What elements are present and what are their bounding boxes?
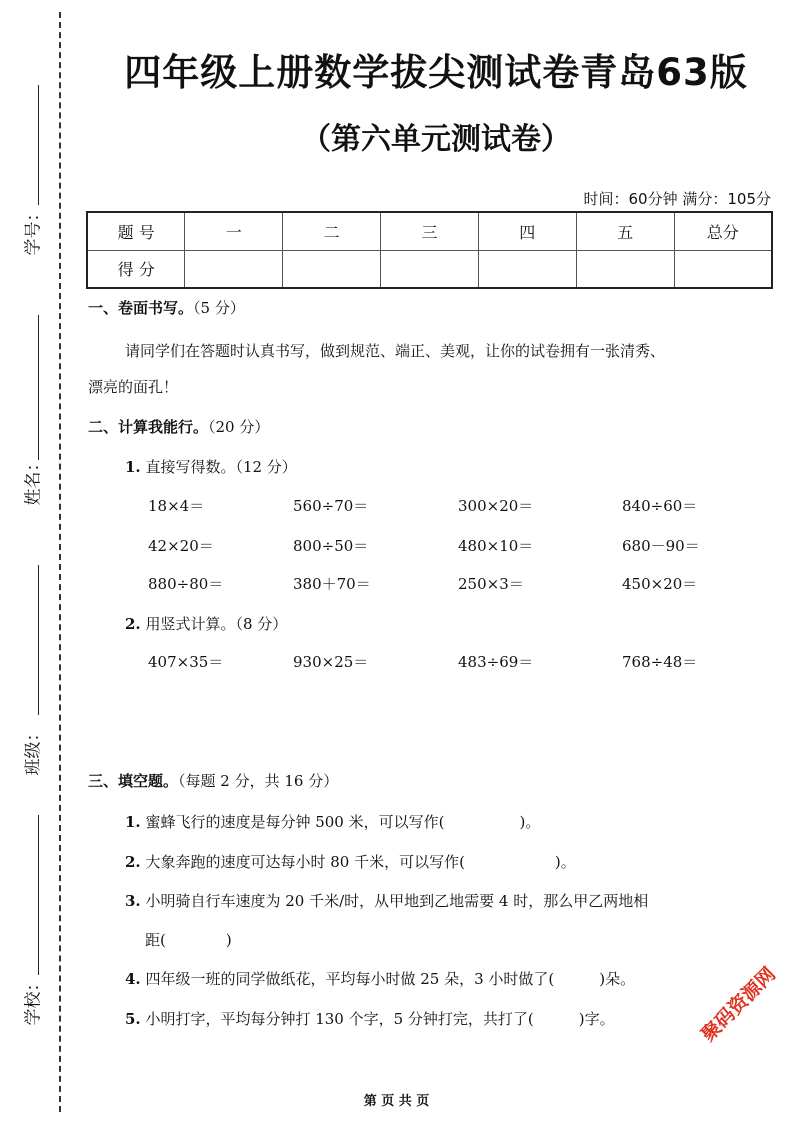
class-label: 班级： <box>23 724 44 776</box>
oral-calc-item: 250×3＝ <box>458 575 524 593</box>
oral-calc-item: 300×20＝ <box>458 497 534 515</box>
table-header: 一 <box>185 212 283 250</box>
time-info: 时间：60分钟 满分：105分 <box>583 190 771 208</box>
table-header: 二 <box>283 212 381 250</box>
page-subtitle: （第六单元测试卷） <box>301 122 571 157</box>
score-cell[interactable] <box>283 250 381 288</box>
fill-question: 3. 小明骑自行车速度为 20 千米/时，从甲地到乙地需要 4 时，那么甲乙两地相 <box>125 892 649 910</box>
oral-calc-item: 880÷80＝ <box>148 575 224 593</box>
section1-heading: 一、卷面书写。（5 分） <box>88 299 245 317</box>
page-title: 四年级上册数学拔尖测试卷青岛63版 <box>124 51 748 94</box>
name-label: 姓名： <box>23 454 44 506</box>
oral-calc-item: 840÷60＝ <box>622 497 698 515</box>
vertical-calc-item: 930×25＝ <box>293 653 369 671</box>
page-footer: 第 页 共 页 <box>363 1094 430 1109</box>
table-header: 四 <box>478 212 576 250</box>
score-cell[interactable] <box>185 250 283 288</box>
school-label: 学校： <box>23 974 44 1026</box>
score-table <box>86 211 773 289</box>
table-header: 总分 <box>674 212 772 250</box>
oral-calc-item: 450×20＝ <box>622 575 698 593</box>
fill-question-cont: 距( ) <box>145 931 232 949</box>
table-header: 三 <box>381 212 479 250</box>
vertical-calc-item: 483÷69＝ <box>458 653 534 671</box>
q1-title: 1. 直接写得数。（12 分） <box>125 458 297 476</box>
section2-heading: 二、计算我能行。（20 分） <box>88 418 270 436</box>
q2-title: 2. 用竖式计算。（8 分） <box>125 615 288 633</box>
oral-calc-item: 680－90＝ <box>622 537 700 555</box>
oral-calc-item: 560÷70＝ <box>293 497 369 515</box>
score-cell[interactable] <box>381 250 479 288</box>
table-row <box>87 250 772 288</box>
watermark: 聚码资源网 <box>697 963 780 1046</box>
oral-calc-item: 480×10＝ <box>458 537 534 555</box>
school-line <box>38 815 39 975</box>
fill-question: 5. 小明打字，平均每分钟打 130 个字，5 分钟打完，共打了( )字。 <box>125 1010 615 1028</box>
table-header: 五 <box>576 212 674 250</box>
student-id-label: 学号： <box>23 204 44 256</box>
fill-question: 1. 蜜蜂飞行的速度是每分钟 500 米，可以写作( )。 <box>125 813 541 831</box>
score-cell[interactable] <box>576 250 674 288</box>
score-label: 得 分 <box>87 250 185 288</box>
score-cell[interactable] <box>478 250 576 288</box>
section3-heading: 三、填空题。（每题 2 分，共 16 分） <box>88 772 339 790</box>
binding-dashed-line <box>59 12 61 1112</box>
oral-calc-item: 380＋70＝ <box>293 575 371 593</box>
oral-calc-item: 800÷50＝ <box>293 537 369 555</box>
table-row <box>87 212 772 250</box>
name-line <box>38 315 39 460</box>
class-line <box>38 565 39 715</box>
section1-text: 漂亮的面孔！ <box>88 378 179 396</box>
fill-question: 4. 四年级一班的同学做纸花，平均每小时做 25 朵，3 小时做了( )朵。 <box>125 970 636 988</box>
oral-calc-item: 18×4＝ <box>148 497 205 515</box>
oral-calc-item: 42×20＝ <box>148 537 214 555</box>
table-header: 题 号 <box>87 212 185 250</box>
vertical-calc-item: 768÷48＝ <box>622 653 698 671</box>
student-id-line <box>38 85 39 205</box>
fill-question: 2. 大象奔跑的速度可达每小时 80 千米，可以写作( )。 <box>125 853 576 871</box>
section1-text: 请同学们在答题时认真书写，做到规范、端正、美观，让你的试卷拥有一张清秀、 <box>125 342 666 360</box>
vertical-calc-item: 407×35＝ <box>148 653 224 671</box>
score-cell[interactable] <box>674 250 772 288</box>
